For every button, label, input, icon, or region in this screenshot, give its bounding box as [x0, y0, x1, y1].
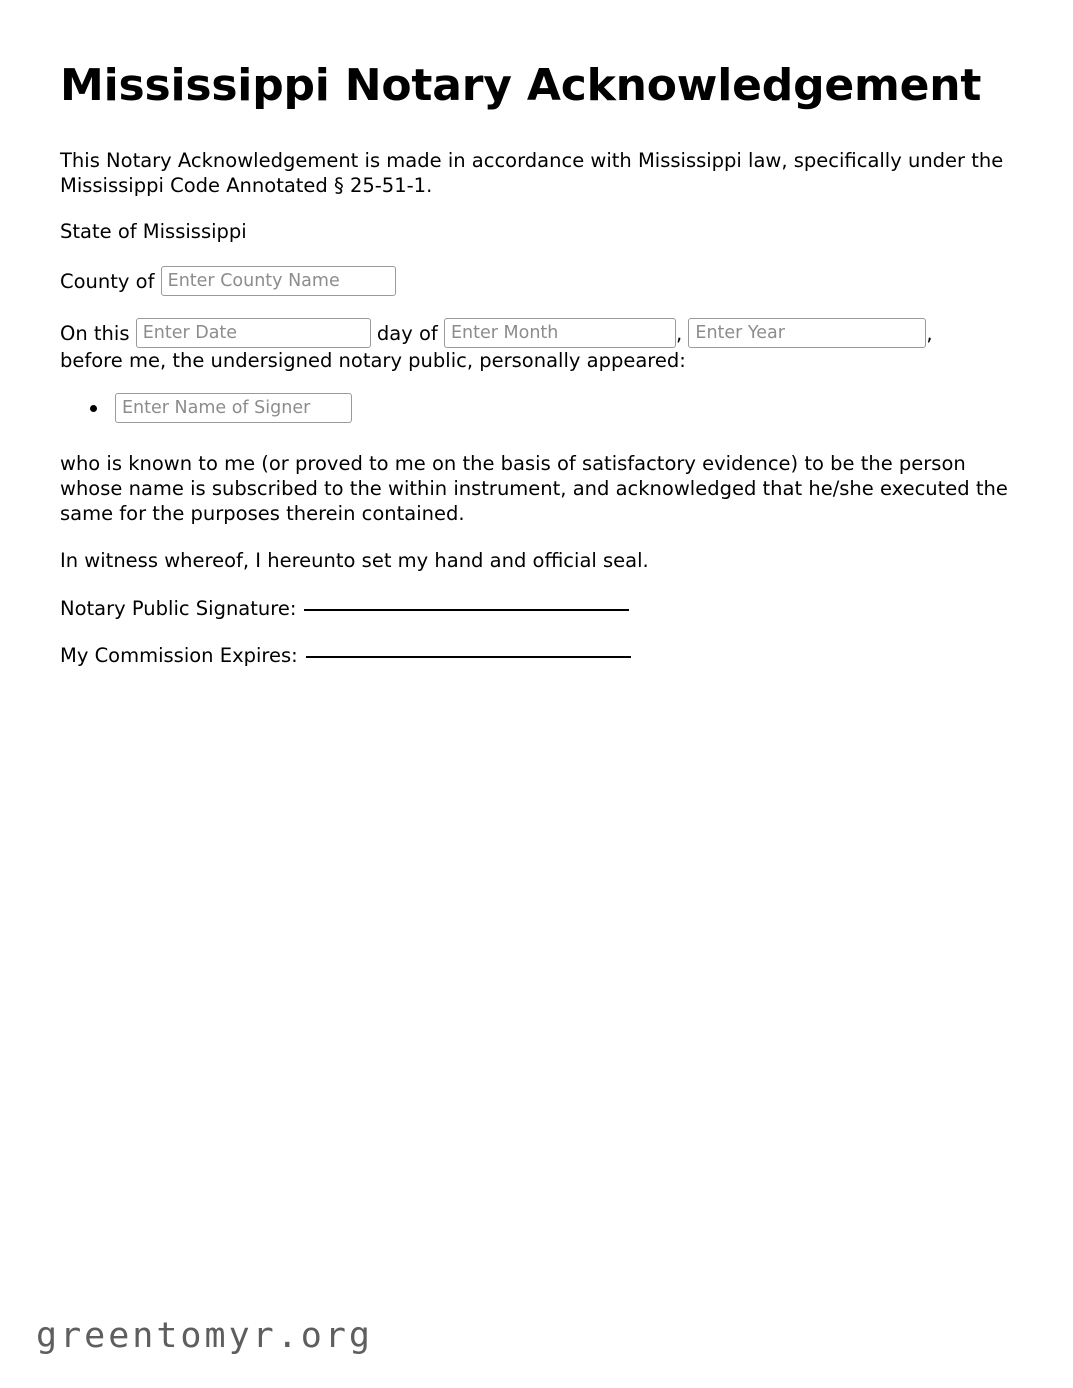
notary-signature-label: Notary Public Signature: [60, 597, 297, 621]
comma-after-month: , [675, 321, 683, 345]
commission-expires-label: My Commission Expires: [60, 644, 298, 668]
before-me-line: before me, the undersigned notary public, personally appeared: [60, 349, 686, 373]
notary-signature-row [60, 596, 1010, 621]
year-input[interactable] [688, 318, 926, 348]
county-input[interactable] [161, 266, 396, 296]
date-input[interactable] [136, 318, 371, 348]
month-input[interactable] [444, 318, 676, 348]
county-label: County of [60, 269, 155, 293]
spacer [130, 321, 136, 346]
notary-signature-line[interactable] [304, 609, 629, 611]
state-line: State of Mississippi [60, 220, 247, 244]
signer-name-input[interactable] [115, 393, 352, 423]
document-content [60, 0, 1010, 668]
signer-list-item [60, 393, 1010, 423]
acknowledgement-paragraph: who is known to me (or proved to me on the basis of satisfactory evidence) to be the person whose name is subscribed to the within instrument, and acknowledged that he/she executed the same for the purposes therein contained. [60, 452, 1008, 526]
county-row [60, 266, 1010, 296]
commission-expires-row [60, 643, 1010, 668]
witness-line: In witness whereof, I hereunto set my hand and official seal. [60, 549, 649, 573]
intro-paragraph: This Notary Acknowledgement is made in accordance with Mississippi law, specifically under the Mississippi Code Annotated § 25-51-1. [60, 149, 1004, 198]
spacer [154, 269, 160, 294]
site-watermark: greentomyr.org [36, 1316, 374, 1356]
page-title: Mississippi Notary Acknowledgement [60, 60, 982, 111]
date-row [60, 318, 1010, 348]
bullet-icon [90, 405, 97, 412]
comma-after-year: , [926, 321, 933, 345]
on-this-label: On this [60, 321, 130, 345]
commission-expires-line[interactable] [306, 656, 631, 658]
day-of-label: day of [376, 321, 438, 345]
